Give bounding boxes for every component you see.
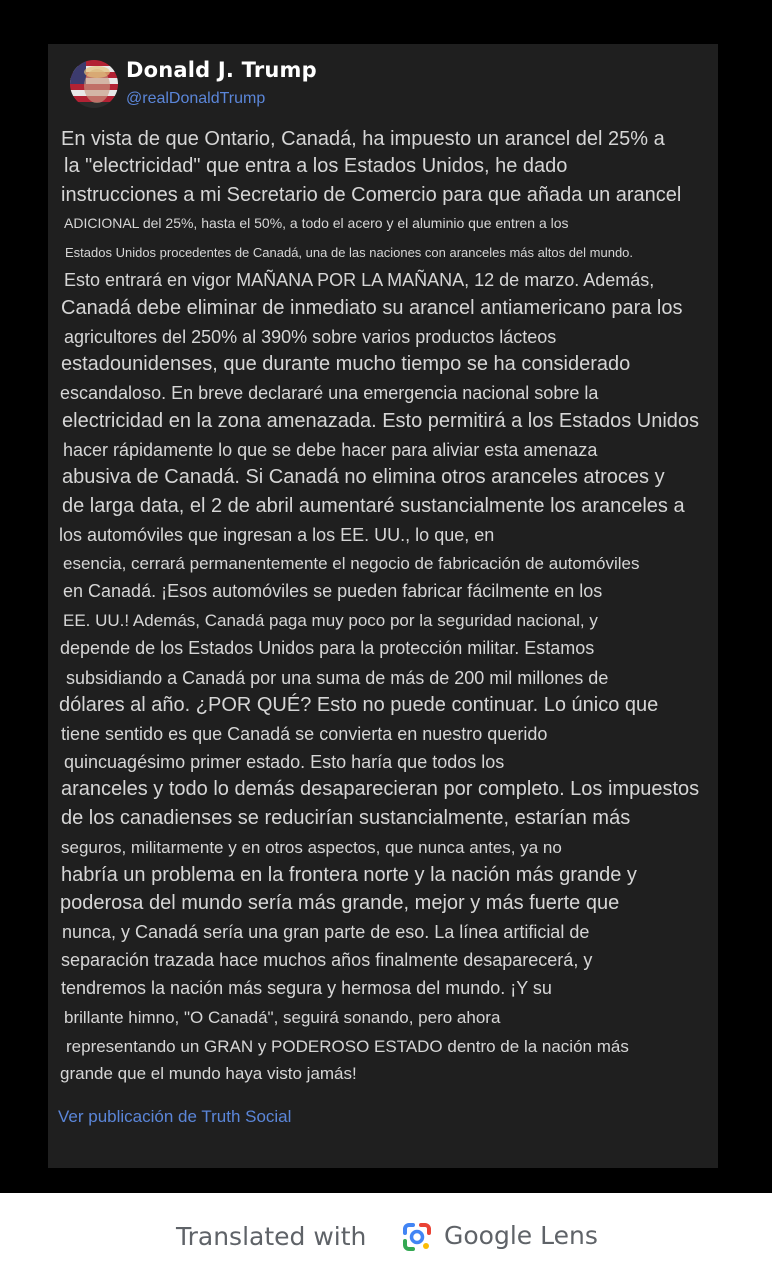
post-text-line: ADICIONAL del 25%, hasta el 50%, a todo el acero y el aluminio que entren a los	[64, 215, 569, 231]
post-text-line: Esto entrará en vigor MAÑANA POR LA MAÑANA, 12 de marzo. Además,	[64, 270, 655, 290]
post-text-line: separación trazada hace muchos años finalmente desaparecerá, y	[61, 950, 593, 970]
post-text-line: quincuagésimo primer estado. Esto haría que todos los	[64, 752, 505, 772]
post-text-line: estadounidenses, que durante mucho tiempo se ha considerado	[61, 353, 631, 375]
post-text-line: en Canadá. ¡Esos automóviles se pueden fabricar fácilmente en los	[63, 581, 603, 601]
post-text-line: de los canadienses se reducirían sustancialmente, estarían más	[61, 807, 631, 829]
post-text-line: abusiva de Canadá. Si Canadá no elimina otros aranceles atroces y	[62, 466, 665, 488]
post-text-line: la "electricidad" que entra a los Estados Unidos, he dado	[64, 155, 568, 177]
post-text-line: En vista de que Ontario, Canadá, ha impuesto un arancel del 25% a	[61, 128, 665, 150]
post-text-line: de larga data, el 2 de abril aumentaré sustancialmente los aranceles a	[62, 495, 685, 517]
post-text-line: subsidiando a Canadá por una suma de más de 200 mil millones de	[66, 668, 609, 688]
post-text-line: Canadá debe eliminar de inmediato su arancel antiamericano para los	[61, 297, 683, 319]
post-text-line: nunca, y Canadá sería una gran parte de eso. La línea artificial de	[62, 922, 590, 942]
translated-with-label: Translated with	[176, 1222, 367, 1251]
post-text-line: brillante himno, "O Canadá", seguirá sonando, pero ahora	[64, 1008, 501, 1027]
post-text-line: electricidad en la zona amenazada. Esto permitirá a los Estados Unidos	[62, 410, 700, 432]
author-avatar[interactable]	[70, 60, 118, 108]
post-text-line: grande que el mundo haya visto jamás!	[60, 1064, 357, 1083]
translation-footer	[0, 1193, 772, 1280]
post-text-line: seguros, militarmente y en otros aspectos, que nunca antes, ya no	[61, 838, 562, 857]
avatar-icon	[70, 60, 118, 108]
post-text-line: instrucciones a mi Secretario de Comercio para que añada un arancel	[61, 184, 682, 206]
google-lens-brand: Google Lens	[444, 1221, 598, 1250]
post-text-line: dólares al año. ¿POR QUÉ? Esto no puede continuar. Lo único que	[59, 694, 659, 716]
post-text-line: escandaloso. En breve declararé una emergencia nacional sobre la	[60, 383, 599, 403]
post-text-line: representando un GRAN y PODEROSO ESTADO dentro de la nación más	[66, 1037, 629, 1056]
post-text-line: depende de los Estados Unidos para la protección militar. Estamos	[60, 638, 595, 658]
post-text-line: poderosa del mundo sería más grande, mejor y más fuerte que	[60, 892, 620, 914]
author-handle[interactable]: @realDonaldTrump	[126, 90, 266, 107]
post-text-line: tiene sentido es que Canadá se convierta en nuestro querido	[61, 724, 548, 744]
post-text-line: Estados Unidos procedentes de Canadá, una de las naciones con aranceles más altos del mundo.	[65, 245, 634, 260]
author-name[interactable]: Donald J. Trump	[126, 58, 317, 82]
post-text-line: agricultores del 250% al 390% sobre varios productos lácteos	[64, 327, 557, 347]
truth-social-link[interactable]: Ver publicación de Truth Social	[58, 1107, 292, 1126]
post-text-line: tendremos la nación más segura y hermosa del mundo. ¡Y su	[61, 978, 552, 998]
post-text-line: hacer rápidamente lo que se debe hacer para aliviar esta amenaza	[63, 440, 598, 460]
post-text-line: esencia, cerrará permanentemente el negocio de fabricación de automóviles	[63, 554, 640, 573]
post-text-line: EE. UU.! Además, Canadá paga muy poco por la seguridad nacional, y	[63, 611, 598, 630]
post-card	[48, 44, 718, 1168]
post-text-line: los automóviles que ingresan a los EE. UU., lo que, en	[59, 525, 495, 545]
post-text-line: aranceles y todo lo demás desaparecieran por completo. Los impuestos	[61, 778, 700, 800]
post-text-line: habría un problema en la frontera norte y la nación más grande y	[61, 864, 637, 886]
google-lens-icon	[399, 1219, 435, 1255]
